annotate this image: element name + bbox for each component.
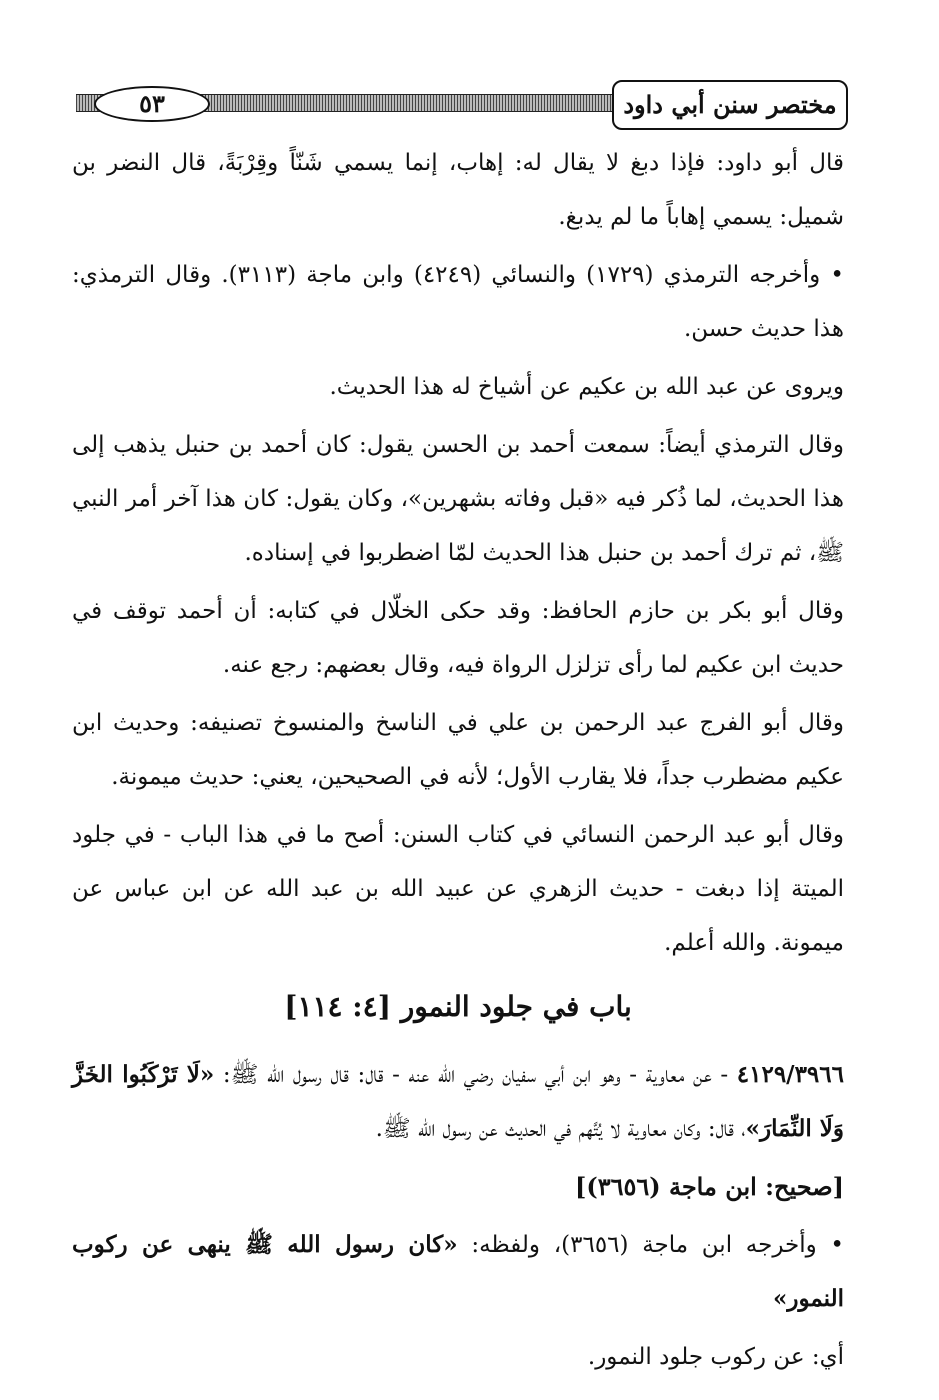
paragraph: • وأخرجه الترمذي (١٧٢٩) والنسائي (٤٢٤٩) وابن ماجة (٣١١٣). وقال الترمذي: هذا حديث حسن. [72,262,844,342]
paragraph: ويروى عن عبد الله بن عكيم عن أشياخ له هذا الحديث. [329,374,844,400]
page-number: ٥٣ [94,86,210,122]
takhrij-paragraph [72,1218,844,1326]
hadith-number: ٤١٢٩/٣٩٦٦ [736,1061,844,1088]
hadith-paragraph [72,1048,844,1156]
paragraph: قال أبو داود: فإذا دبغ لا يقال له: إهاب، إنما يسمي شَنّاً وقِرْبَةً، قال النضر بن شميل: يسمي إهاباً ما لم يدبغ. [72,150,844,230]
page-content [72,136,844,1388]
paragraph: وقال أبو بكر بن حازم الحافظ: وقد حكى الخلّال في كتابه: أن أحمد توقف في حديث ابن عكيم لما رأى تزلزل الرواة فيه، وقال بعضهم: رجع عنه. [72,598,844,678]
chapter-title: باب في جلود النمور [٤: ١١٤] [284,990,632,1023]
page-header [66,72,848,134]
paragraph: وقال أبو عبد الرحمن النسائي في كتاب السنن: أصح ما في هذا الباب - في جلود الميتة إذا دبغت - حديث الزهري عن عبيد الله بن عبد الله عن ابن عباس عن ميمونة. والله أعلم. [72,822,844,956]
takhrij-text: • وأخرجه ابن ماجة (٣٦٥٦)، ولفظه: [457,1232,845,1258]
hadith-text: - عن معاوية - وهو ابن أبي سفيان رضي الله عنه - قال: قال رسول الله ﷺ: [214,1062,737,1088]
hadith-grading: [صحيح: ابن ماجة (٣٦٥٦)] [574,1172,844,1201]
paragraph: وقال الترمذي أيضاً: سمعت أحمد بن الحسن يقول: كان أحمد بن حنبل يذهب إلى هذا الحديث، لما ذُكر فيه «قبل وفاته بشهرين»، وكان يقول: كان هذا آخر أمر النبي ﷺ، ثم ترك أحمد بن حنبل هذا الحديث لمّا اضطربوا في إسناده. [72,432,844,566]
hadith-quote: «لَا تَرْكَبُوا الخَزَّ وَلَا النِّمَارَ» [72,1061,844,1142]
hadith-text-after: ، قال: وكان معاوية لا يُتَّهم في الحديث عن رسول الله ﷺ. [375,1116,746,1142]
paragraph: وقال أبو الفرج عبد الرحمن بن علي في الناسخ والمنسوخ تصنيفه: وحديث ابن عكيم مضطرب جداً، فلا يقارب الأول؛ لأنه في الصحيحين، يعني: حديث ميمونة. [72,710,844,790]
book-title: مختصر سنن أبي داود [612,80,848,130]
takhrij-quote: «كان رسول الله ﷺ ينهى عن ركوب النمور» [72,1231,844,1312]
closing-paragraph: أي: عن ركوب جلود النمور. [587,1344,844,1370]
